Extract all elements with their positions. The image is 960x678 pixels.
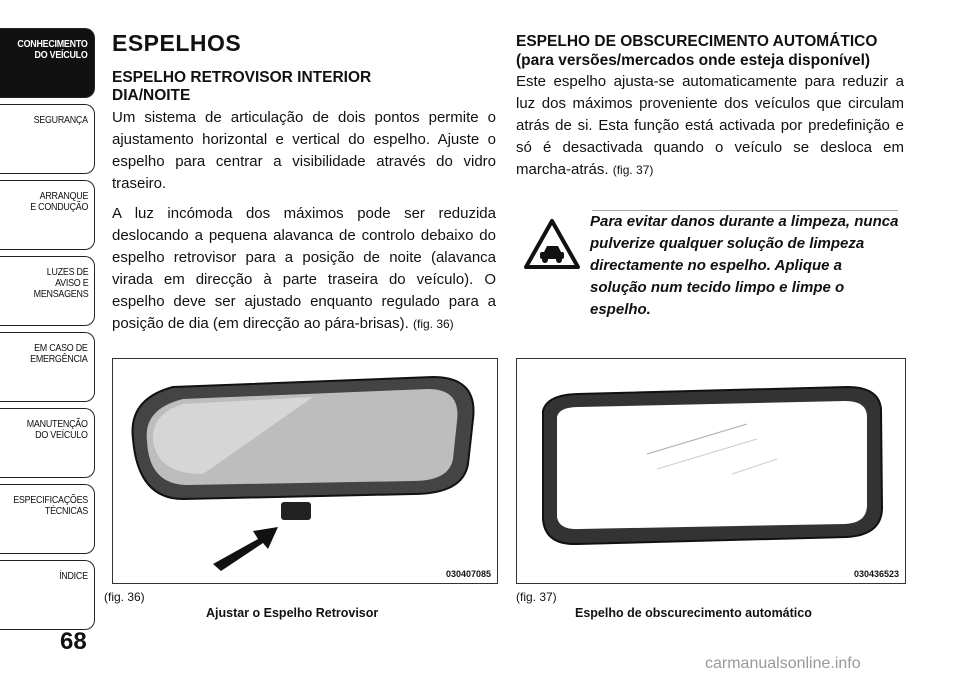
paragraph <box>112 203 496 335</box>
rearview-mirror-illustration <box>113 359 497 583</box>
tab-arranque[interactable] <box>0 180 95 250</box>
figure-36 <box>112 358 498 584</box>
tab-label: ARRANQUE E CONDUÇÃO <box>30 190 88 213</box>
tab-label: ÍNDICE <box>59 570 88 582</box>
tab-seguranca[interactable] <box>0 104 95 174</box>
figure-label: (fig. 37) <box>516 590 557 604</box>
figure-37 <box>516 358 906 584</box>
paragraph-text: Este espelho ajusta-se automaticamente para reduzir a luz dos máximos proveniente dos veículos que circulam atrás de si. Esta função está activada por predefinição e só é desactivada quando o veículo se desloca em marcha-atrás. <box>516 73 904 178</box>
page-number: 68 <box>60 628 87 655</box>
tab-manutencao[interactable] <box>0 408 95 478</box>
right-column <box>516 32 904 181</box>
warning-text <box>520 211 900 321</box>
figure-ref: (fig. 37) <box>612 163 654 177</box>
figure-label: (fig. 36) <box>104 590 145 604</box>
figure-code: 030407085 <box>445 569 491 579</box>
tab-label: LUZES DE AVISO E MENSAGENS <box>33 266 88 300</box>
figure-code: 030436523 <box>853 569 899 579</box>
figure-title: Ajustar o Espelho Retrovisor <box>206 606 379 620</box>
paragraph: Um sistema de articulação de dois pontos permite o ajustamento horizontal e vertical do espelho. Ajuste o espelho para centrar a visibilidade através do vidro traseiro. <box>112 109 496 192</box>
tab-label: MANUTENÇÃO DO VEÍCULO <box>27 418 88 441</box>
subtitle-auto-dim: ESPELHO DE OBSCURECIMENTO AUTOMÁTICO (para versões/mercados onde esteja disponível) <box>516 33 878 69</box>
tab-especificacoes[interactable] <box>0 484 95 554</box>
figure-title: Espelho de obscurecimento automático <box>575 606 812 620</box>
section-title: ESPELHOS <box>112 30 242 56</box>
left-column <box>112 30 496 335</box>
watermark: carmanualsonline.info <box>705 655 861 672</box>
tab-label: EM CASO DE EMERGÊNCIA <box>30 342 88 365</box>
tab-indice[interactable] <box>0 560 95 630</box>
subtitle-day-night: ESPELHO RETROVISOR INTERIOR DIA/NOITE <box>112 69 372 104</box>
tab-label: ESPECIFICAÇÕES TÉCNICAS <box>13 494 88 517</box>
tab-conhecimento[interactable] <box>0 28 95 98</box>
auto-dim-mirror-illustration <box>517 359 905 583</box>
tab-label: SEGURANÇA <box>33 114 88 126</box>
figure-ref: (fig. 36) <box>413 317 454 331</box>
tab-emergencia[interactable] <box>0 332 95 402</box>
tab-luzes[interactable] <box>0 256 95 326</box>
warning-body: Para evitar danos durante a limpeza, nunca pulverize qualquer solução de limpeza directamente no espelho. Aplique a solução num tecido limpo e limpe o espelho. <box>590 213 899 318</box>
paragraph-text: A luz incómoda dos máximos pode ser reduzida deslocando a pequena alavanca de controlo debaixo do espelho retrovisor para a posição de noite (alavanca virada em direcção à parte traseira do veículo). O espelho deve ser ajustado enquanto regulado para a posição de dia (em direcção ao pára-brisas). <box>112 205 496 332</box>
paragraph <box>516 71 904 181</box>
tab-label: CONHECIMENTO DO VEÍCULO <box>17 38 88 61</box>
